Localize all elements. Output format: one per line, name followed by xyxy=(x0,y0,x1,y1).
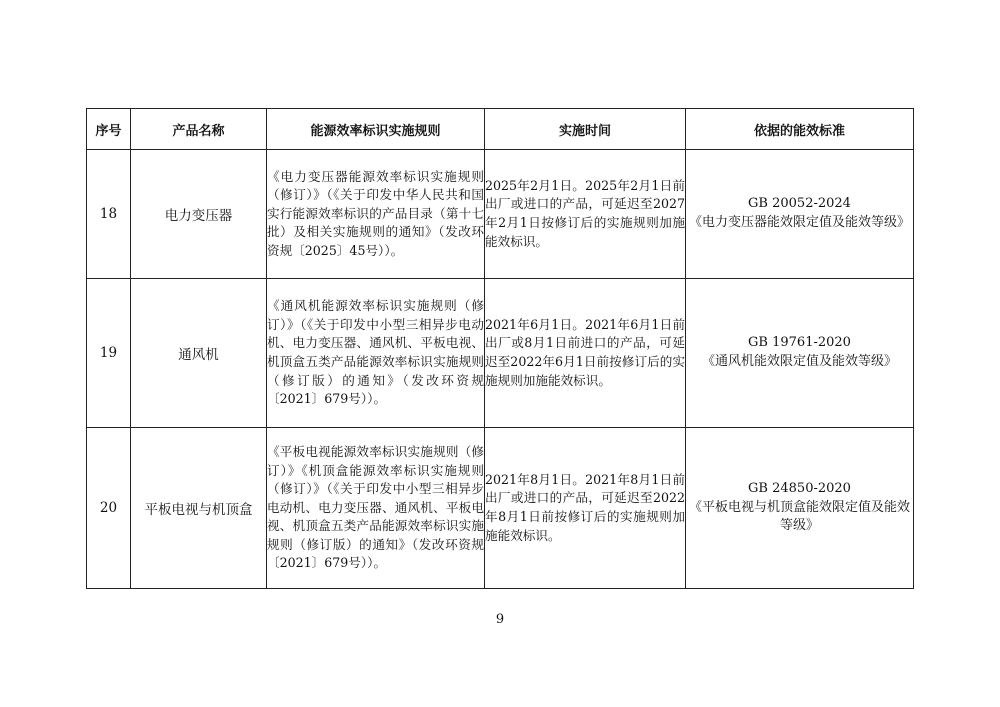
page-number: 9 xyxy=(495,612,505,627)
standard-code: GB 19761-2020 xyxy=(748,335,851,351)
effective-date-text: 2025年2月1日。2025年2月1日前出厂或进口的产品，可延迟至2027年2月1日按修订后的实施规则加施能效标识。 xyxy=(485,150,686,279)
effective-date-text: 2021年8月1日。2021年8月1日前出厂或进口的产品，可延迟至2022年8月1日前按修订后的实施规则加施能效标识。 xyxy=(485,428,686,589)
product-name: 通风机 xyxy=(131,279,267,428)
energy-label-table xyxy=(86,108,914,589)
header-efficiency-standard: 依据的能效标准 xyxy=(686,109,914,150)
product-name: 电力变压器 xyxy=(131,150,267,279)
standard-name: 《电力变压器能效限定值及能效等级》 xyxy=(688,215,910,230)
label-rule-text: 《平板电视能源效率标识实施规则（修订）》《机顶盒能源效率标识实施规则（修订）》（《关于印发中小型三相异步电动机、电力变压器、通风机、平板电视、机顶盒五类产品能源效率标识实施规则（修订版）的通知》（发改环资规〔2021〕679号））。 xyxy=(267,428,485,589)
standard-code: GB 24850-2020 xyxy=(748,481,851,497)
standard-name: 《通风机能效限定值及能效等级》 xyxy=(701,354,897,369)
header-serial-number: 序号 xyxy=(87,109,131,150)
effective-date-text: 2021年6月1日。2021年6月1日前出厂或8月1日前进口的产品，可延迟至2022年6月1日前按修订后的实施规则加施能效标识。 xyxy=(485,279,686,428)
row-number: 18 xyxy=(87,150,131,279)
table-row xyxy=(87,428,914,589)
label-rule-text: 《通风机能源效率标识实施规则（修订）》（《关于印发中小型三相异步电动机、电力变压器、通风机、平板电视、机顶盒五类产品能源效率标识实施规则（修订版）的通知》（发改环资规〔2021〕679号））。 xyxy=(267,279,485,428)
table-header-row xyxy=(87,109,914,150)
product-name: 平板电视与机顶盒 xyxy=(131,428,267,589)
standard-cell xyxy=(686,428,914,589)
label-rule-text: 《电力变压器能源效率标识实施规则（修订）》（《关于印发中华人民共和国实行能源效率标识的产品目录（第十七批）及相关实施规则的通知》（发改环资规〔2025〕45号））。 xyxy=(267,150,485,279)
row-number: 19 xyxy=(87,279,131,428)
standard-cell xyxy=(686,279,914,428)
header-product-name: 产品名称 xyxy=(131,109,267,150)
standard-name: 《平板电视与机顶盒能效限定值及能效等级》 xyxy=(688,499,910,534)
standard-code: GB 20052-2024 xyxy=(748,196,851,212)
standard-cell xyxy=(686,150,914,279)
row-number: 20 xyxy=(87,428,131,589)
table-row xyxy=(87,150,914,279)
table-row xyxy=(87,279,914,428)
header-label-rule: 能源效率标识实施规则 xyxy=(267,109,485,150)
header-effective-date: 实施时间 xyxy=(485,109,686,150)
